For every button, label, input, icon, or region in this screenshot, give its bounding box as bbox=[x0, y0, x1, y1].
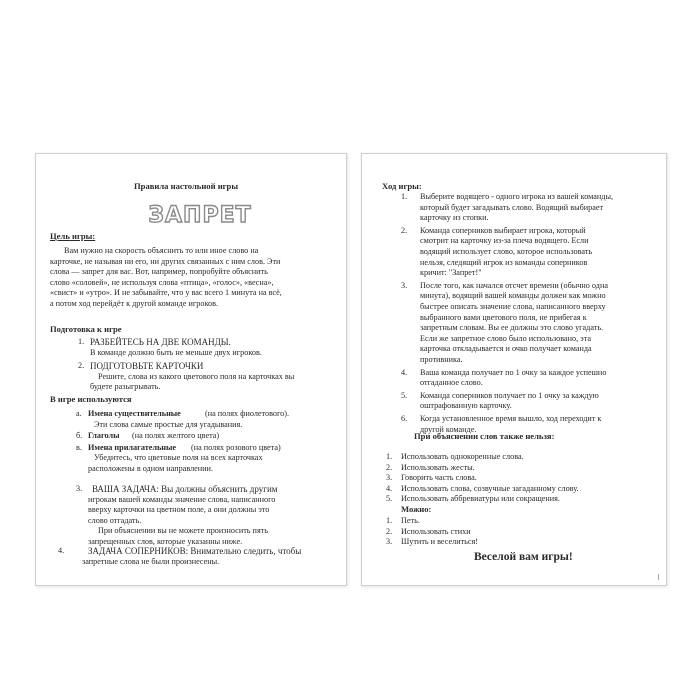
step-line: запретным словам. Вы ее должны это слово угадать. bbox=[420, 323, 604, 333]
step-line: другой команде. bbox=[420, 424, 477, 434]
task3-line: запрещенных слов, которые указанны ниже. bbox=[88, 537, 243, 546]
gameplay-heading: Ход игры: bbox=[382, 181, 422, 191]
step-line: кричит: "Запрет!" bbox=[420, 268, 482, 278]
step-line: быстрее описать значение слова, написанного вверху bbox=[420, 302, 606, 311]
step-line: выбранного вами цветового поля, не прибегая к bbox=[420, 312, 587, 322]
task3-line: вверху карточки на цветном поле, а они должны это bbox=[88, 505, 270, 515]
left-page bbox=[35, 153, 347, 586]
forbidden-number: 3. bbox=[386, 473, 393, 483]
allowed-item: Петь. bbox=[401, 516, 420, 525]
logo-text: ЗАПРЕТ bbox=[148, 203, 252, 228]
allowed-number: 2. bbox=[386, 526, 393, 536]
step-number: 1. bbox=[401, 192, 408, 201]
step-line: После того, как начался отсчет времени (обычно одна bbox=[420, 280, 608, 290]
allowed-item: Использовать стихи bbox=[401, 526, 471, 536]
step-number: 5. bbox=[401, 390, 408, 400]
goal-heading: Цель игры: bbox=[50, 231, 96, 241]
used-note: (на полях желтого цвета) bbox=[132, 431, 220, 441]
step-line: противника. bbox=[420, 355, 463, 364]
allowed-number: 3. bbox=[386, 537, 393, 547]
forbidden-item: Говорить часть слова. bbox=[401, 473, 477, 483]
step-line: карточку из стопки. bbox=[420, 213, 489, 223]
goal-line: «свист» и «утро». И не забывайте, что у вас всего 1 минута на всё, bbox=[50, 288, 282, 298]
step-line: водящий использует слово, которое использовать bbox=[420, 247, 593, 256]
step-line: Если же запретное слово было использовано, эта bbox=[420, 333, 592, 343]
task3-line: ВАША ЗАДАЧА: Вы должны объяснить другим bbox=[92, 484, 278, 494]
step-line: Когда установленное время вышло, ход переходит к bbox=[420, 414, 602, 423]
page-marker bbox=[658, 574, 659, 580]
task3-line: При объяснении вы не можете произносить пять bbox=[98, 526, 269, 536]
step-line: минута), водящий вашей команды должен как можно bbox=[420, 291, 606, 301]
step-number: 2. bbox=[401, 225, 408, 235]
prep-line: Решите, слова из какого цветового поля на карточках вы bbox=[98, 371, 295, 381]
step-number: 4. bbox=[401, 367, 408, 377]
closing-text: Веселой вам игры! bbox=[474, 551, 573, 563]
forbidden-item: Использовать аббревиатуры или сокращения. bbox=[401, 494, 560, 504]
prep-line: будете разыгрывать. bbox=[90, 382, 161, 392]
goal-line: слова — запрет для вас. Вот, например, попробуйте объяснить bbox=[50, 267, 268, 277]
used-number: б. bbox=[76, 431, 83, 441]
step-line: Выберите водящего - одного игрока из вашей команды, bbox=[420, 192, 614, 201]
task4-line: запретные слова не были произнесены. bbox=[82, 556, 220, 566]
prep-number: 2. bbox=[78, 361, 85, 371]
task3-line: слово отгадать. bbox=[88, 515, 142, 525]
step-number: 6. bbox=[401, 414, 408, 423]
step-line: оштрафованную карточку. bbox=[420, 401, 512, 411]
task3-line: игрокам вашей команды значение слова, написанного bbox=[88, 494, 276, 504]
used-note: (на полях розового цвета) bbox=[191, 442, 281, 452]
used-note: (на полях фиолетового). bbox=[205, 409, 290, 418]
allowed-item: Шутить и веселиться! bbox=[401, 537, 479, 547]
used-title: Имена существительные bbox=[88, 409, 181, 418]
step-line: Команда соперников получает по 1 очку за каждую bbox=[420, 390, 599, 400]
allowed-number: 1. bbox=[386, 516, 393, 525]
prep-title: РАЗБЕЙТЕСЬ НА ДВЕ КОМАНДЫ. bbox=[90, 337, 231, 347]
used-heading: В игре используются bbox=[50, 394, 132, 404]
forbidden-number: 5. bbox=[386, 494, 393, 504]
forbidden-number: 4. bbox=[386, 483, 393, 493]
used-number: a. bbox=[76, 409, 82, 418]
task4-number: 4. bbox=[58, 546, 65, 555]
step-line: Ваша команда получает по 1 очку за каждое успешно bbox=[420, 367, 607, 377]
step-number: 3. bbox=[401, 280, 408, 290]
step-line: Команда соперников выбирает игрока, который bbox=[420, 225, 586, 235]
right-page bbox=[361, 153, 667, 586]
step-line: нельзя, следящий игрок из команды соперников bbox=[420, 257, 588, 267]
forbidden-item: Использовать слова, созвучные загаданному слову. bbox=[401, 483, 579, 493]
prep-line: В команде должно быть не меньше двух игроков. bbox=[90, 347, 262, 357]
used-line: Убедитесь, что цветовые поля на всех карточках bbox=[94, 453, 263, 463]
step-line: отгаданное слово. bbox=[420, 378, 483, 388]
used-title: Глаголы bbox=[88, 431, 120, 441]
forbidden-heading: При объяснении слов также нельзя: bbox=[414, 431, 555, 441]
goal-line: Вам нужно на скорость объяснить то или иное слово на bbox=[64, 246, 259, 255]
step-line: который будет загадывать слово. Водящий выбирает bbox=[420, 202, 604, 212]
step-line: смотрит на карточку из-за плеча водящего. Если bbox=[420, 236, 589, 246]
step-line: карточка откладывается и очко получает команда bbox=[420, 344, 592, 354]
prep-title: ПОДГОТОВЬТЕ КАРТОЧКИ bbox=[90, 361, 204, 372]
goal-line: карточке, не называя ни его, ни других связанных с ним слов. Эти bbox=[50, 256, 281, 266]
forbidden-item: Использовать жесты. bbox=[401, 462, 475, 472]
rules-title: Правила настольной игры bbox=[134, 181, 239, 191]
used-line: расположены в одном направлении. bbox=[88, 464, 213, 473]
prep-number: 1. bbox=[78, 337, 85, 346]
used-number: в. bbox=[76, 442, 82, 452]
goal-line: а потом ход перейдёт к другой команде игроков. bbox=[50, 299, 219, 308]
forbidden-item: Использовать однокоренные слова. bbox=[401, 452, 524, 461]
task4-line: ЗАДАЧА СОПЕРНИКОВ: Внимательно следить, чтобы bbox=[88, 546, 302, 556]
prep-heading: Подготовка к игре bbox=[50, 324, 122, 334]
zapret-logo bbox=[148, 199, 252, 229]
used-title: Имена прилагательные bbox=[88, 442, 177, 452]
forbidden-number: 2. bbox=[386, 462, 393, 472]
goal-line: слово «соловей», не используя слова «птица», «голос», «весна», bbox=[50, 277, 274, 287]
used-line: Эти слова самые простые для угадывания. bbox=[94, 419, 243, 429]
forbidden-number: 1. bbox=[386, 452, 393, 461]
task3-number: 3. bbox=[76, 484, 83, 493]
allowed-heading: Можно: bbox=[401, 504, 432, 514]
